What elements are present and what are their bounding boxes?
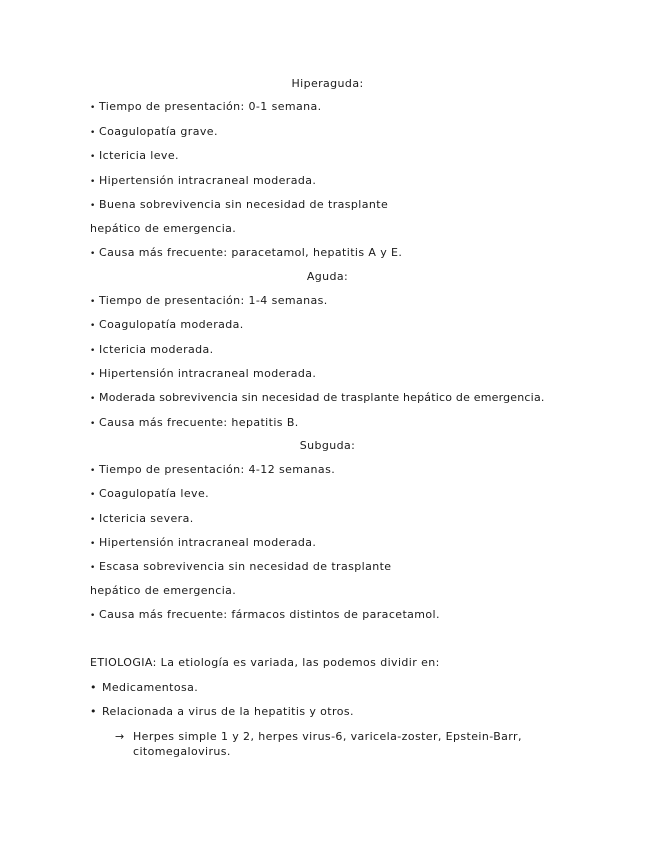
list-item: • Tiempo de presentación: 4-12 semanas. (90, 463, 336, 476)
list-item: • Buena sobrevivencia sin necesidad de trasplante (90, 198, 389, 211)
section-heading-hiperaguda: Hiperaguda: (291, 77, 364, 90)
list-item: • Ictericia leve. (90, 149, 179, 162)
list-item: • Coagulopatía moderada. (90, 318, 244, 331)
list-item: • Moderada sobrevivencia sin necesidad de trasplante hepático de emergencia. (90, 391, 545, 404)
list-item: • Escasa sobrevivencia sin necesidad de trasplante (90, 560, 392, 573)
list-item: • Causa más frecuente: fármacos distintos de paracetamol. (90, 608, 440, 621)
list-item: • Relacionada a virus de la hepatitis y otros. (90, 705, 354, 718)
list-item: • Coagulopatía leve. (90, 487, 210, 500)
list-item: • Ictericia severa. (90, 512, 194, 525)
section-heading-aguda: Aguda: (306, 270, 349, 283)
list-item: • Causa más frecuente: hepatitis B. (90, 416, 299, 429)
list-item: • Tiempo de presentación: 0-1 semana. (90, 100, 322, 113)
list-item: • Ictericia moderada. (90, 343, 214, 356)
list-item: • Hipertensión intracraneal moderada. (90, 536, 317, 549)
list-item: • Coagulopatía grave. (90, 125, 218, 138)
list-item-continuation: hepático de emergencia. (90, 222, 237, 235)
etiologia-intro: ETIOLOGIA: La etiología es variada, las podemos dividir en: (90, 656, 440, 669)
list-item: • Hipertensión intracraneal moderada. (90, 367, 317, 380)
list-item: • Medicamentosa. (90, 681, 199, 694)
list-item-continuation: hepático de emergencia. (90, 584, 237, 597)
sub-list-item: → Herpes simple 1 y 2, herpes virus-6, varicela-zoster, Epstein-Barr, citomegalovirus. (115, 730, 522, 758)
list-item: • Tiempo de presentación: 1-4 semanas. (90, 294, 328, 307)
list-item: • Hipertensión intracraneal moderada. (90, 174, 317, 187)
arrow-right-icon: → (115, 730, 125, 743)
list-item: • Causa más frecuente: paracetamol, hepatitis A y E. (90, 246, 403, 259)
section-heading-subguda: Subguda: (299, 439, 356, 452)
